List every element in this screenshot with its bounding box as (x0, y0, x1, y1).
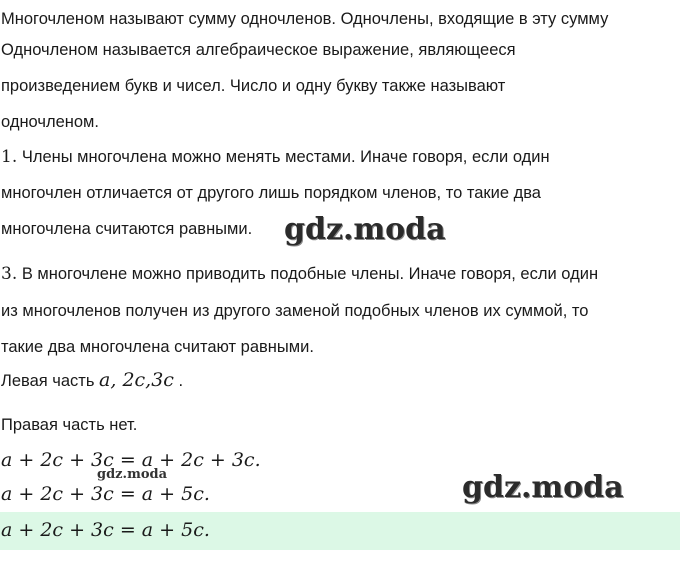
text-line-6: многочлен отличается от другого лишь порядком членов, то такие два (1, 184, 541, 202)
rule-number: 3. (1, 264, 18, 284)
left-side-terms: a, 2c,3c (99, 369, 174, 391)
text-line-4: одночленом. (1, 113, 99, 131)
left-side-label: Левая часть (1, 372, 100, 390)
text-line-3: произведением букв и чисел. Число и одну букву также называют (1, 77, 506, 95)
text-line-9: из многочленов получен из другого заменой подобных членов их суммой, то (1, 302, 589, 320)
rule-3-text: В многочлене можно приводить подобные члены. Иначе говоря, если один (17, 265, 599, 283)
rule-3-line (1, 264, 598, 284)
equation-1: a + 2c + 3c = a + 2c + 3c. (1, 449, 261, 471)
rule-1-text: Члены многочлена можно менять местами. Иначе говоря, если один (17, 148, 550, 166)
text-line-10: такие два многочлена считают равными. (1, 338, 314, 356)
right-side-line: Правая часть нет. (1, 416, 138, 434)
watermark-logo: gdz.moda (462, 470, 624, 505)
text-line-1: Многочленом называют сумму одночленов. Одночлены, входящие в эту сумму (1, 10, 609, 28)
rule-number: 1. (1, 147, 18, 167)
text-line-7: многочлена считаются равными. (1, 220, 253, 238)
left-side-end: . (173, 372, 184, 390)
text-line-2: Одночленом называется алгебраическое выражение, являющееся (1, 41, 516, 59)
left-side-line (1, 370, 183, 391)
watermark-logo: gdz.moda (284, 212, 446, 247)
answer-equation: a + 2c + 3c = a + 5c. (1, 519, 210, 541)
equation-2: a + 2c + 3c = a + 5c. (1, 483, 210, 505)
rule-1-line (1, 147, 550, 167)
watermark-logo-small: gdz.moda (97, 467, 168, 482)
